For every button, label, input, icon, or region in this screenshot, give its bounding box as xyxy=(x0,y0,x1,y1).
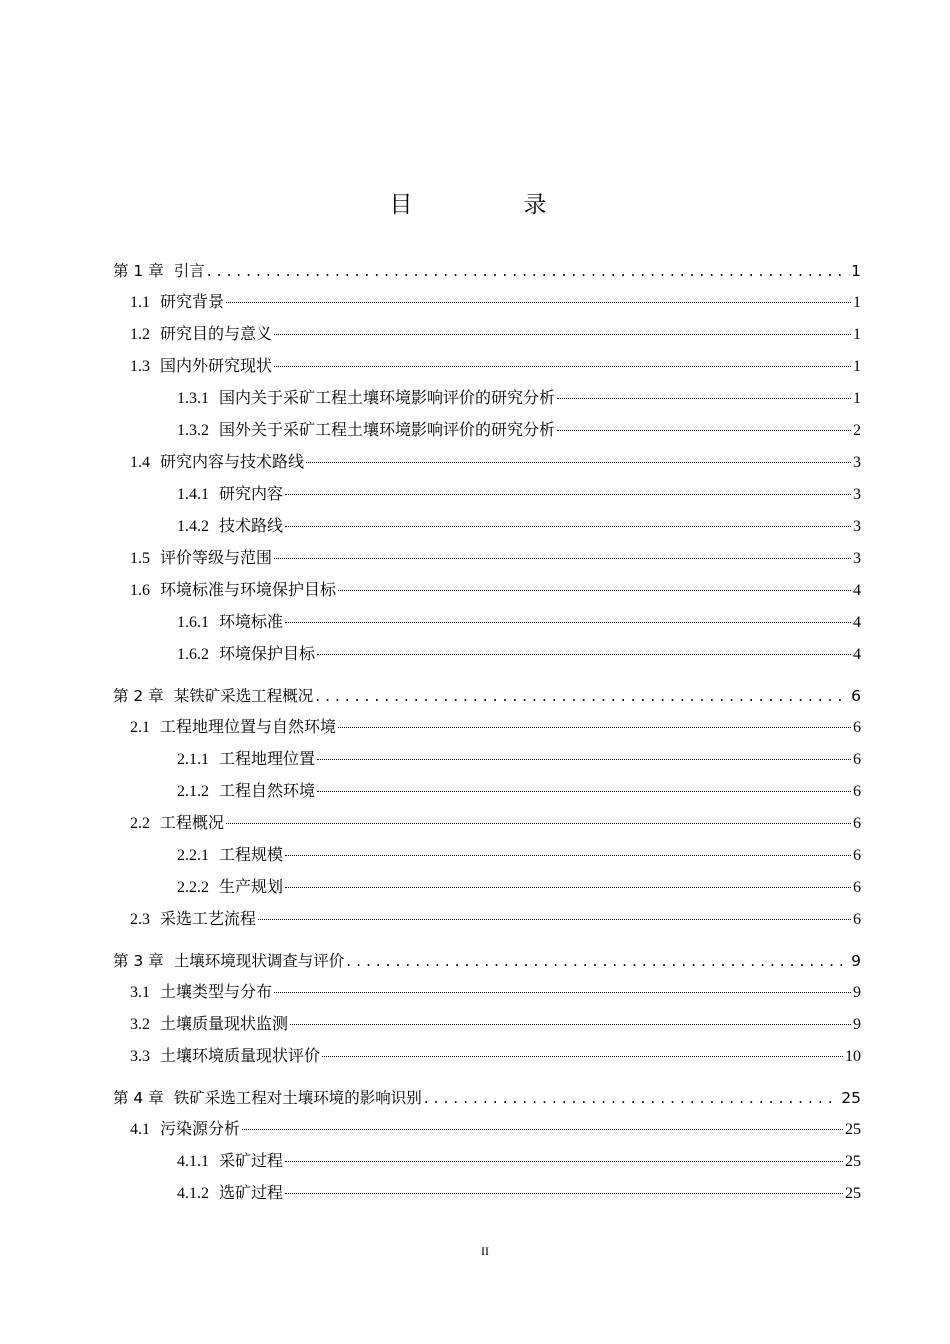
toc-entry-page: 3 xyxy=(853,486,861,503)
toc-entry[interactable] xyxy=(113,977,861,1009)
toc-leader-dots xyxy=(242,1127,843,1130)
toc-entry-number: 1.1 xyxy=(130,294,150,311)
toc-entry[interactable] xyxy=(113,383,861,415)
toc-entry-title: 工程地理位置与自然环境 xyxy=(160,719,337,736)
toc-entry[interactable] xyxy=(113,1041,861,1073)
toc-leader-dots xyxy=(290,1022,851,1025)
toc-leader-dots xyxy=(346,945,849,977)
toc-entry-page: 25 xyxy=(845,1121,861,1138)
toc-entry-title: 环境标准与环境保护目标 xyxy=(160,582,337,599)
toc-entry[interactable] xyxy=(113,744,861,776)
toc-entry-number: 1.4 xyxy=(130,454,150,471)
toc-entry-title: 环境标准 xyxy=(219,614,284,631)
toc-entry-number: 1.3 xyxy=(130,358,150,375)
toc-entry-page: 25 xyxy=(841,1089,861,1107)
toc-chapter-entry[interactable] xyxy=(113,680,861,712)
toc-entry-page: 4 xyxy=(853,646,861,663)
toc-leader-dots xyxy=(338,725,851,728)
toc-entry[interactable] xyxy=(113,776,861,808)
toc-entry-page: 2 xyxy=(853,422,861,439)
toc-leader-dots xyxy=(207,255,849,287)
toc-leader-dots xyxy=(338,588,851,591)
toc-entry-title: 某铁矿采选工程概况 xyxy=(173,687,314,705)
toc-entry[interactable] xyxy=(113,639,861,671)
toc-leader-dots xyxy=(322,1054,843,1057)
toc-entry-number: 1.3.2 xyxy=(177,422,209,439)
toc-entry-page: 9 xyxy=(853,984,861,1001)
toc-entry-title: 研究背景 xyxy=(160,294,225,311)
toc-entry-page: 6 xyxy=(853,815,861,832)
toc-entry-number: 2.3 xyxy=(130,911,150,928)
toc-entry[interactable] xyxy=(113,287,861,319)
toc-entry-page: 9 xyxy=(853,1016,861,1033)
toc-entry-page: 6 xyxy=(853,879,861,896)
toc-entry[interactable] xyxy=(113,511,861,543)
toc-entry-title: 研究内容 xyxy=(219,486,284,503)
page-number-footer: II xyxy=(481,1244,489,1258)
toc-entry-page: 1 xyxy=(853,358,861,375)
toc-entry-page: 1 xyxy=(851,262,861,280)
toc-entry[interactable] xyxy=(113,447,861,479)
toc-entry-title: 引言 xyxy=(173,262,205,280)
toc-entry-number: 1.4.2 xyxy=(177,518,209,535)
toc-entry-title: 土壤类型与分布 xyxy=(160,984,273,1001)
toc-entry[interactable] xyxy=(113,415,861,447)
toc-entry-number: 2.1.2 xyxy=(177,783,209,800)
toc-entry-title: 工程规模 xyxy=(219,847,284,864)
toc-entry-page: 6 xyxy=(853,751,861,768)
toc-entry-number: 4.1 xyxy=(130,1121,150,1138)
toc-entry-page: 6 xyxy=(853,911,861,928)
toc-entry[interactable] xyxy=(113,607,861,639)
toc-entry-page: 6 xyxy=(851,687,861,705)
toc-entry-number: 第 3 章 xyxy=(113,952,164,970)
toc-leader-dots xyxy=(557,396,851,399)
toc-entry-number: 1.4.1 xyxy=(177,486,209,503)
toc-entry-title: 生产规划 xyxy=(219,879,284,896)
toc-entry-page: 3 xyxy=(853,550,861,567)
toc-entry-number: 第 4 章 xyxy=(113,1089,164,1107)
toc-leader-dots xyxy=(557,428,851,431)
toc-entry-number: 2.2.1 xyxy=(177,847,209,864)
toc-entry-title: 国内关于采矿工程土壤环境影响评价的研究分析 xyxy=(219,390,556,407)
toc-leader-dots xyxy=(226,821,851,824)
toc-leader-dots xyxy=(317,757,851,760)
toc-entry-number: 3.1 xyxy=(130,984,150,1001)
toc-entry-number: 1.3.1 xyxy=(177,390,209,407)
toc-leader-dots xyxy=(285,1159,843,1162)
toc-entry-number: 2.1.1 xyxy=(177,751,209,768)
toc-entry-number: 1.6.2 xyxy=(177,646,209,663)
toc-leader-dots xyxy=(315,680,849,712)
toc-leader-dots xyxy=(274,556,851,559)
toc-entry-title: 铁矿采选工程对土壤环境的影响识别 xyxy=(173,1089,422,1107)
toc-entry-title: 选矿过程 xyxy=(219,1185,284,1202)
toc-entry-page: 3 xyxy=(853,518,861,535)
toc-entry-number: 4.1.1 xyxy=(177,1153,209,1170)
toc-entry[interactable] xyxy=(113,904,861,936)
toc-entry[interactable] xyxy=(113,872,861,904)
toc-entry-title: 土壤环境质量现状评价 xyxy=(160,1048,321,1065)
toc-entry[interactable] xyxy=(113,1146,861,1178)
toc-entry-page: 25 xyxy=(845,1153,861,1170)
toc-entry-title: 工程地理位置 xyxy=(219,751,316,768)
toc-entry[interactable] xyxy=(113,808,861,840)
toc-leader-dots xyxy=(258,917,851,920)
toc-entry-title: 土壤质量现状监测 xyxy=(160,1016,289,1033)
table-of-contents xyxy=(113,255,861,1210)
toc-entry-number: 2.1 xyxy=(130,719,150,736)
toc-leader-dots xyxy=(285,620,851,623)
toc-entry-title: 采矿过程 xyxy=(219,1153,284,1170)
toc-entry-number: 2.2 xyxy=(130,815,150,832)
toc-entry-number: 1.5 xyxy=(130,550,150,567)
toc-entry[interactable] xyxy=(113,479,861,511)
toc-entry-page: 10 xyxy=(845,1048,861,1065)
toc-entry-page: 1 xyxy=(853,390,861,407)
toc-entry-title: 评价等级与范围 xyxy=(160,550,273,567)
toc-leader-dots xyxy=(306,460,851,463)
toc-entry-page: 25 xyxy=(845,1185,861,1202)
toc-entry[interactable] xyxy=(113,543,861,575)
toc-entry[interactable] xyxy=(113,1009,861,1041)
toc-title: 目 录 xyxy=(389,192,591,218)
toc-entry-title: 工程概况 xyxy=(160,815,225,832)
toc-entry-title: 国外关于采矿工程土壤环境影响评价的研究分析 xyxy=(219,422,556,439)
toc-leader-dots xyxy=(317,652,851,655)
toc-leader-dots xyxy=(317,789,851,792)
toc-leader-dots xyxy=(274,364,851,367)
toc-entry-title: 研究内容与技术路线 xyxy=(160,454,305,471)
toc-leader-dots xyxy=(274,990,851,993)
toc-entry-title: 工程自然环境 xyxy=(219,783,316,800)
toc-entry-title: 研究目的与意义 xyxy=(160,326,273,343)
toc-entry-page: 1 xyxy=(853,326,861,343)
toc-entry-number: 3.2 xyxy=(130,1016,150,1033)
toc-chapter-entry[interactable] xyxy=(113,255,861,287)
toc-entry-title: 环境保护目标 xyxy=(219,646,316,663)
toc-chapter-entry[interactable] xyxy=(113,945,861,977)
toc-leader-dots xyxy=(285,1191,843,1194)
toc-leader-dots xyxy=(285,492,851,495)
toc-entry-title: 污染源分析 xyxy=(160,1121,241,1138)
toc-leader-dots xyxy=(424,1082,840,1114)
toc-leader-dots xyxy=(285,853,851,856)
toc-leader-dots xyxy=(226,300,851,303)
toc-entry-number: 3.3 xyxy=(130,1048,150,1065)
toc-entry-page: 3 xyxy=(853,454,861,471)
toc-entry[interactable] xyxy=(113,351,861,383)
toc-entry-page: 4 xyxy=(853,582,861,599)
toc-entry-page: 4 xyxy=(853,614,861,631)
toc-entry-title: 国内外研究现状 xyxy=(160,358,273,375)
toc-entry[interactable] xyxy=(113,840,861,872)
toc-leader-dots xyxy=(285,885,851,888)
toc-entry[interactable] xyxy=(113,1114,861,1146)
toc-entry-title: 采选工艺流程 xyxy=(160,911,257,928)
toc-entry-number: 1.6 xyxy=(130,582,150,599)
toc-entry[interactable] xyxy=(113,319,861,351)
toc-leader-dots xyxy=(274,332,851,335)
toc-entry[interactable] xyxy=(113,575,861,607)
toc-entry-page: 1 xyxy=(853,294,861,311)
toc-entry[interactable] xyxy=(113,1178,861,1210)
toc-entry-page: 9 xyxy=(851,952,861,970)
toc-entry-number: 1.6.1 xyxy=(177,614,209,631)
toc-entry-number: 2.2.2 xyxy=(177,879,209,896)
toc-entry-number: 第 1 章 xyxy=(113,262,164,280)
toc-entry-page: 6 xyxy=(853,719,861,736)
toc-entry-page: 6 xyxy=(853,783,861,800)
toc-entry[interactable] xyxy=(113,712,861,744)
toc-chapter-entry[interactable] xyxy=(113,1082,861,1114)
toc-entry-page: 6 xyxy=(853,847,861,864)
toc-entry-title: 技术路线 xyxy=(219,518,284,535)
toc-entry-number: 4.1.2 xyxy=(177,1185,209,1202)
toc-entry-number: 第 2 章 xyxy=(113,687,164,705)
toc-entry-number: 1.2 xyxy=(130,326,150,343)
toc-entry-title: 土壤环境现状调查与评价 xyxy=(173,952,345,970)
toc-leader-dots xyxy=(285,524,851,527)
